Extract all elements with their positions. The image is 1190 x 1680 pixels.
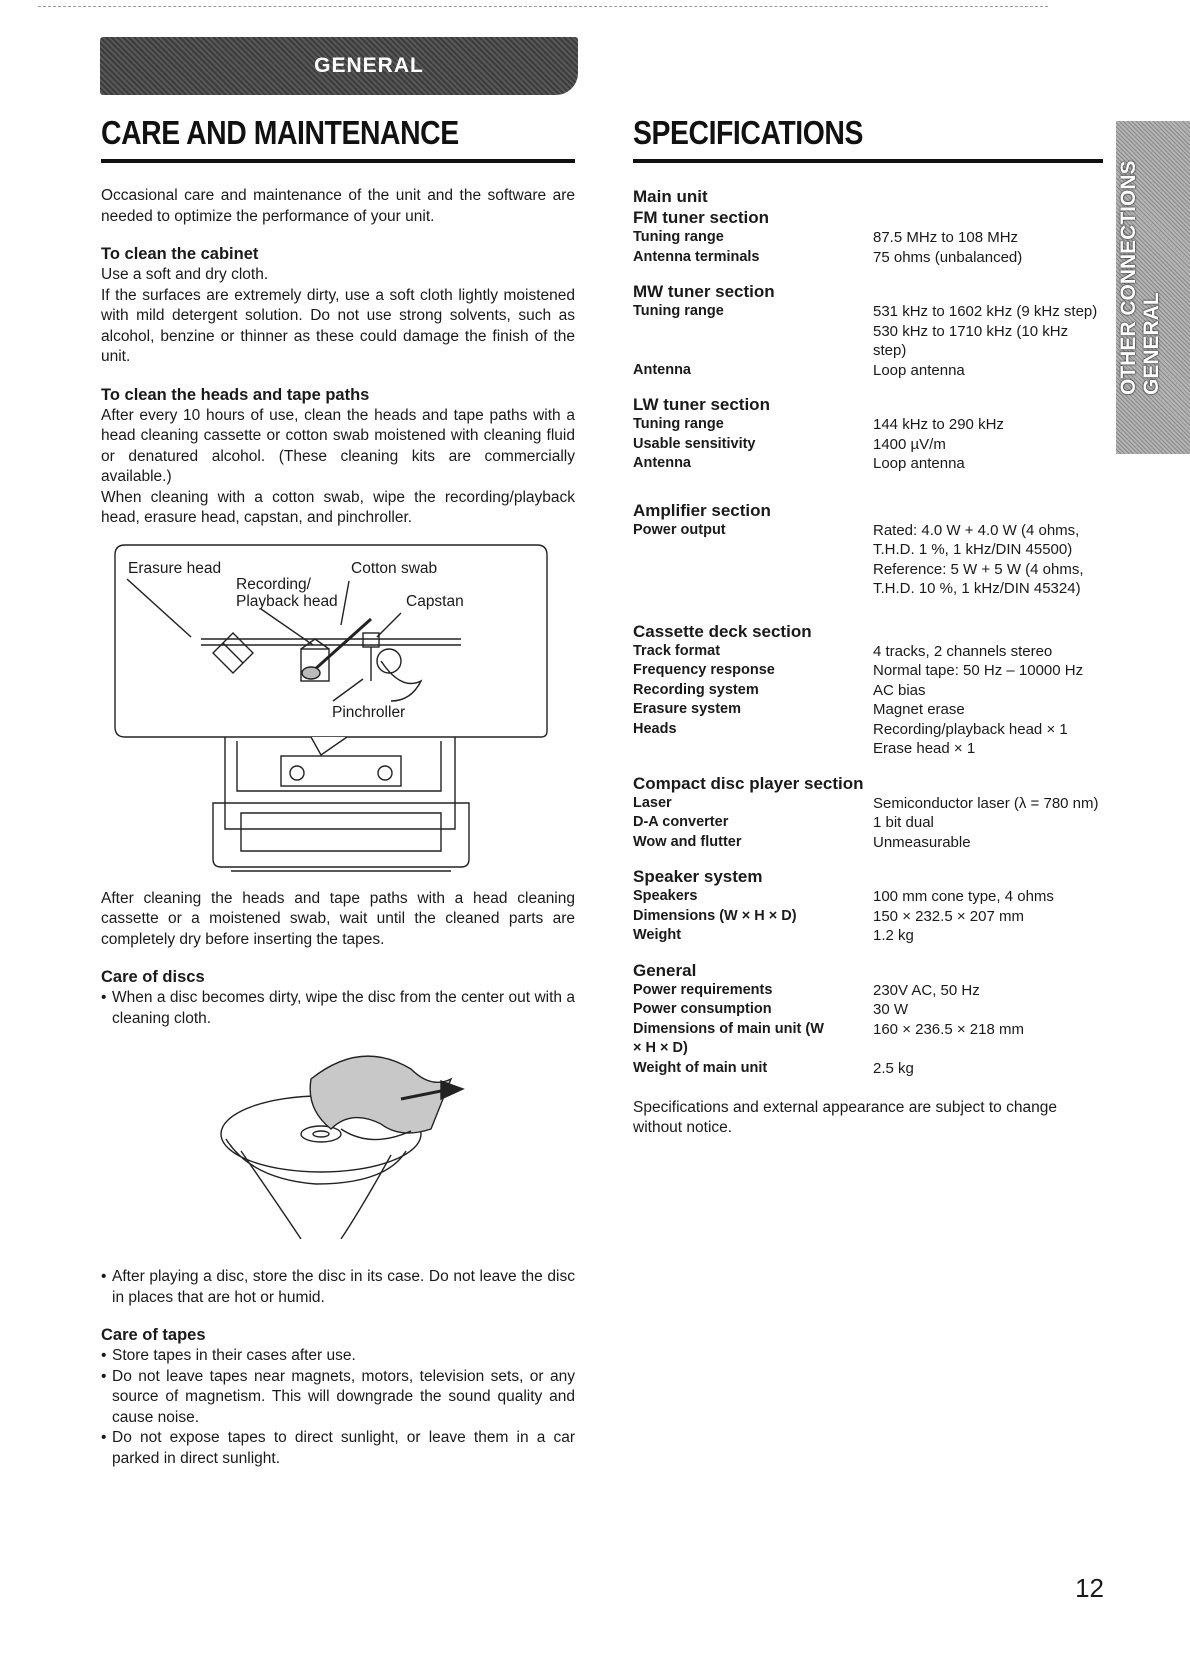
- care-column: [101, 186, 575, 1469]
- specs-title-rule: [633, 159, 1103, 163]
- spec-row: [633, 720, 1103, 759]
- spec-key: Power output: [633, 521, 726, 538]
- cassette-heading: Cassette deck section: [633, 621, 812, 641]
- spec-row: [633, 521, 1103, 599]
- cabinet-text-2: If the surfaces are extremely dirty, use a soft cloth lightly moistened with mild detergent solution. Do not use strong solvents, such as alcohol, benzine or thinner as these could damage the finish of the unit.: [101, 286, 575, 365]
- specs-column: [633, 186, 1103, 1138]
- side-tab-line-2: GENERAL: [1140, 292, 1163, 395]
- discs-heading: Care of discs: [101, 968, 205, 986]
- disc-tip-1: • When a disc becomes dirty, wipe the disc from the center out with a cleaning cloth.: [101, 988, 575, 1029]
- lw-spec-rows: [633, 415, 1103, 474]
- spec-row: [633, 228, 1103, 248]
- spec-value: [873, 720, 1103, 759]
- spec-row: [633, 681, 1103, 701]
- spec-row: [633, 907, 1103, 927]
- tapes-list: [101, 1346, 575, 1469]
- spec-row: [633, 700, 1103, 720]
- heads-text-1: After every 10 hours of use, clean the heads and tape paths with a head cleaning cassette or cotton swab moistened with cleaning fluid or denatured alcohol. (These cleaning kits are commercially available.): [101, 406, 575, 485]
- label-playback-head: Playback head: [236, 592, 338, 610]
- spec-value: Semiconductor laser (λ = 780 nm): [873, 794, 1099, 812]
- speaker-heading: Speaker system: [633, 867, 763, 886]
- heads-1: Recording/playback head × 1: [873, 720, 1068, 738]
- spec-row: [633, 361, 1103, 381]
- spec-row: [633, 833, 1103, 853]
- spec-value: 30 W: [873, 1001, 909, 1018]
- spec-key: Track format: [633, 642, 721, 659]
- spec-value: 2.5 kg: [873, 1059, 914, 1077]
- spec-key: Laser: [633, 794, 672, 811]
- spec-key: Usable sensitivity: [633, 435, 756, 452]
- spec-key: Tuning range: [633, 416, 724, 432]
- after-cleaning-text: After cleaning the heads and tape paths with a head cleaning cassette or a moistened swab, wait until the cleaned parts are completely dry before inserting the tapes.: [101, 889, 575, 948]
- spec-row: [633, 415, 1103, 435]
- spec-key: D-A converter: [633, 814, 729, 830]
- spec-key: Power consumption: [633, 1001, 772, 1017]
- spec-value: 4 tracks, 2 channels stereo: [873, 642, 1053, 660]
- section-banner: [100, 37, 578, 95]
- amp-heading: Amplifier section: [633, 500, 771, 520]
- cabinet-text-1: Use a soft and dry cloth.: [101, 266, 269, 283]
- tape-tip-1: • Store tapes in their cases after use.: [101, 1346, 575, 1367]
- banner-label: GENERAL: [314, 54, 424, 77]
- spec-key: Frequency response: [633, 662, 775, 678]
- spec-value: AC bias: [873, 681, 926, 699]
- spec-key: Dimensions of main unit (W × H × D): [633, 1020, 824, 1056]
- spec-key: Dimensions (W × H × D): [633, 907, 797, 924]
- spec-row: [633, 661, 1103, 681]
- heads-heading: To clean the heads and tape paths: [101, 385, 370, 404]
- spec-key: Recording system: [633, 681, 759, 698]
- mw-heading: MW tuner section: [633, 282, 775, 301]
- side-tab-line-1: OTHER CONNECTIONS: [1117, 160, 1140, 395]
- spec-row: [633, 981, 1103, 1001]
- spec-key: Weight of main unit: [633, 1059, 768, 1076]
- spec-value: 144 kHz to 290 kHz: [873, 416, 1004, 433]
- care-title-rule: [101, 159, 575, 163]
- disc-cleaning-figure: [101, 1039, 575, 1239]
- power-rated: Rated: 4.0 W + 4.0 W (4 ohms, T.H.D. 1 %, 1 kHz/DIN 45500): [873, 521, 1080, 558]
- spec-value: 160 × 236.5 × 218 mm: [873, 1020, 1024, 1038]
- tape-tip-2: • Do not leave tapes near magnets, motors, television sets, or any source of magnetism. This will downgrade the sound quality and cause noise.: [101, 1367, 575, 1429]
- cd-heading: Compact disc player section: [633, 773, 864, 793]
- label-capstan: Capstan: [406, 592, 464, 610]
- spec-key: Power requirements: [633, 981, 773, 998]
- page-number: 12: [1075, 1573, 1104, 1603]
- lw-heading: LW tuner section: [633, 395, 770, 414]
- spec-key: Wow and flutter: [633, 833, 742, 850]
- main-unit-heading: Main unit: [633, 187, 708, 206]
- spec-value: 1400 µV/m: [873, 435, 946, 453]
- side-tab-text: [1117, 155, 1163, 395]
- spec-row: [633, 926, 1103, 946]
- spec-value: 1 bit dual: [873, 814, 934, 831]
- spec-row: [633, 248, 1103, 268]
- spec-key: Weight: [633, 927, 682, 943]
- general-spec-rows: [633, 981, 1103, 1020]
- spec-row: [633, 302, 1103, 361]
- spec-value: 87.5 MHz to 108 MHz: [873, 229, 1019, 246]
- spec-row: [633, 1020, 1103, 1059]
- spec-value: [873, 302, 1103, 361]
- general-heading: General: [633, 960, 697, 980]
- spec-value: [873, 521, 1103, 599]
- spec-row: [633, 1000, 1103, 1020]
- discs-list-2: [101, 1267, 575, 1308]
- spec-row: [633, 642, 1103, 662]
- mw-range-2: 530 kHz to 1710 kHz (10 kHz step): [873, 322, 1069, 359]
- disc-tip-2: • After playing a disc, store the disc in its case. Do not leave the disc in places that are hot or humid.: [101, 1267, 575, 1308]
- heads-text-2: When cleaning with a cotton swab, wipe the recording/playback head, erasure head, capstan, and pinchroller.: [101, 488, 575, 526]
- spec-key: Antenna: [633, 361, 691, 378]
- heads-2: Erase head × 1: [873, 740, 976, 757]
- top-border: [38, 6, 1048, 7]
- spec-row: [633, 887, 1103, 907]
- spec-key: Heads: [633, 720, 677, 737]
- spec-row: [633, 813, 1103, 833]
- spec-key: Erasure system: [633, 701, 742, 717]
- tapes-heading: Care of tapes: [101, 1326, 206, 1344]
- spec-row: [633, 435, 1103, 455]
- spec-key: Tuning range: [633, 303, 724, 319]
- spec-value: Unmeasurable: [873, 833, 971, 851]
- mw-range-1: 531 kHz to 1602 kHz (9 kHz step): [873, 303, 1098, 320]
- label-cotton-swab: Cotton swab: [351, 559, 438, 577]
- label-erasure-head: Erasure head: [128, 559, 222, 577]
- discs-list-1: [101, 988, 575, 1029]
- specs-note: Specifications and external appearance are subject to change without notice.: [633, 1099, 1057, 1136]
- specs-title: SPECIFICATIONS: [633, 114, 863, 151]
- label-recording: Recording/: [236, 575, 311, 593]
- fm-spec-rows: [633, 228, 1103, 267]
- spec-value: 230V AC, 50 Hz: [873, 981, 980, 999]
- spec-key: Antenna: [633, 455, 691, 471]
- spec-value: Loop antenna: [873, 455, 965, 472]
- disc-cleaning-illustration: [101, 1039, 575, 1239]
- tape-tip-3: • Do not expose tapes to direct sunlight, or leave them in a car parked in direct sunlight.: [101, 1428, 575, 1469]
- fm-heading: FM tuner section: [633, 208, 770, 227]
- care-title: CARE AND MAINTENANCE: [101, 114, 459, 151]
- tape-head-figure: [101, 541, 575, 881]
- spec-value: Magnet erase: [873, 701, 965, 718]
- spec-value: 150 × 232.5 × 207 mm: [873, 907, 1024, 925]
- spec-key: Speakers: [633, 888, 698, 904]
- spec-key: Tuning range: [633, 229, 724, 245]
- speaker-spec-rows: [633, 887, 1103, 946]
- spec-value: Normal tape: 50 Hz – 10000 Hz: [873, 662, 1084, 679]
- intro-text: Occasional care and maintenance of the unit and the software are needed to optimize the performance of your unit.: [101, 187, 575, 225]
- spec-row: [633, 794, 1103, 814]
- cassette-spec-rows: [633, 642, 1103, 720]
- power-reference: Reference: 5 W + 5 W (4 ohms, T.H.D. 10 %, 1 kHz/DIN 45324): [873, 560, 1084, 597]
- spec-value: 1.2 kg: [873, 927, 914, 944]
- spec-value: 100 mm cone type, 4 ohms: [873, 888, 1054, 905]
- label-pinchroller: Pinchroller: [332, 703, 406, 721]
- spec-row: [633, 1059, 1103, 1079]
- spec-row: [633, 454, 1103, 474]
- cabinet-heading: To clean the cabinet: [101, 245, 259, 263]
- spec-value: Loop antenna: [873, 361, 965, 379]
- spec-key: Antenna terminals: [633, 248, 760, 265]
- spec-value: 75 ohms (unbalanced): [873, 248, 1023, 266]
- cd-spec-rows: [633, 794, 1103, 853]
